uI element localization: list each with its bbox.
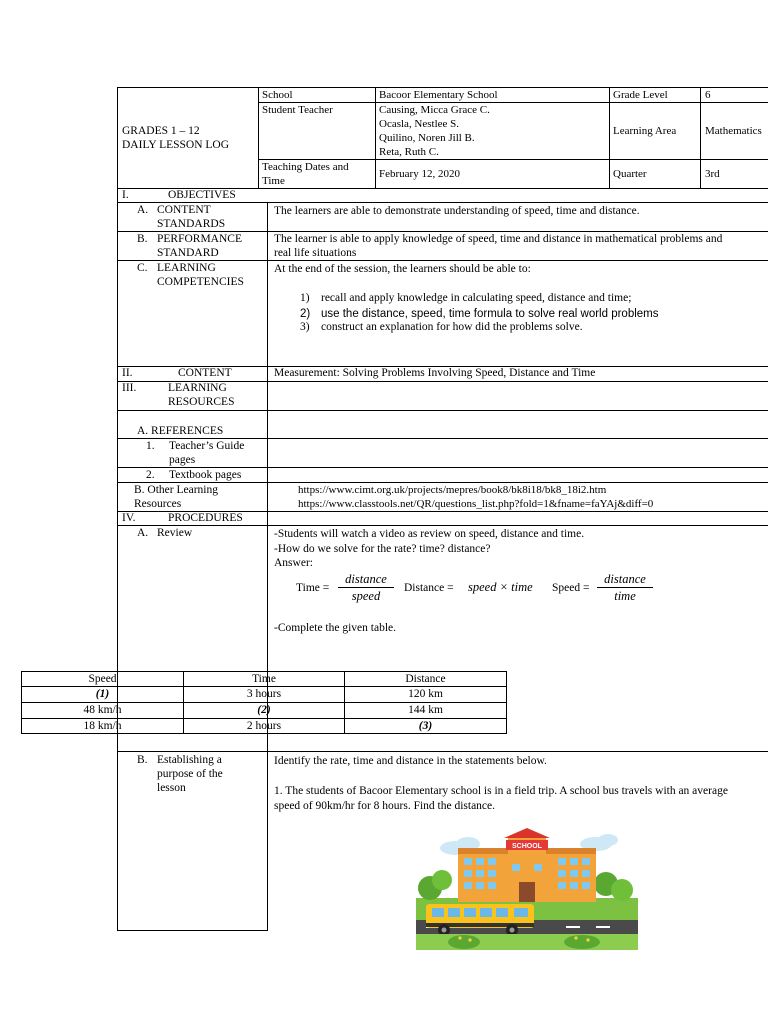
content-standards-label: CONTENT: [157, 204, 211, 216]
grid-line: [117, 525, 768, 526]
section-number: III.: [122, 382, 137, 394]
section-title-objectives: OBJECTIVES: [168, 189, 236, 201]
table-cell: 18 km/h: [83, 720, 122, 732]
quarter-label: Quarter: [613, 168, 647, 180]
purpose-label: Establishing a: [157, 754, 222, 766]
section-title-resources-2: RESOURCES: [168, 396, 235, 408]
student-teacher-name: Reta, Ruth C.: [379, 146, 439, 158]
grade-value: 6: [705, 89, 711, 101]
table-cell-blank-3: (3): [418, 720, 433, 732]
grid-line: [117, 410, 768, 411]
review-line: -Students will watch a video as review on speed, distance and time.: [274, 528, 585, 540]
resource-link[interactable]: https://www.classtools.net/QR/questions_list.php?fold=1&fname=faYAj&diff=0: [298, 498, 654, 510]
content-standards-text: The learners are able to demonstrate understanding of speed, time and distance.: [274, 205, 640, 217]
student-teacher-label: Student Teacher: [262, 104, 333, 116]
section-title-procedures: PROCEDURES: [168, 512, 243, 524]
item-letter: B.: [137, 233, 148, 245]
complete-table-instruction: -Complete the given table.: [274, 622, 396, 634]
performance-standard-text-2: real life situations: [274, 247, 357, 259]
formula-time-fraction: [338, 571, 394, 604]
performance-standard-text: The learner is able to apply knowledge of speed, time and distance in mathematical problems and: [274, 233, 723, 245]
fraction-denominator: time: [614, 589, 636, 603]
competency-item: use the distance, speed, time formula to solve real world problems: [321, 308, 659, 320]
competencies-intro: At the end of the session, the learners should be able to:: [274, 263, 531, 275]
fraction-numerator: distance: [338, 571, 394, 588]
review-line: -How do we solve for the rate? time? distance?: [274, 543, 491, 555]
word-problem: 1. The students of Bacoor Elementary school is in a field trip. A school bus travels with an average: [274, 785, 728, 797]
school-bus-illustration: [416, 826, 638, 950]
student-teacher-name: Quilino, Noren Jill B.: [379, 132, 475, 144]
student-teacher-name: Ocasla, Nestlee S.: [379, 118, 460, 130]
teaching-dates-value: February 12, 2020: [379, 168, 460, 180]
grid-line: [117, 751, 768, 752]
learning-area-value: Mathematics: [705, 125, 762, 137]
item-number: 1.: [146, 440, 155, 452]
word-problem-2: speed of 90km/hr for 8 hours. Find the distance.: [274, 800, 496, 812]
purpose-label-3: lesson: [157, 782, 186, 794]
grade-label: Grade Level: [613, 89, 668, 101]
other-resources-label: B. Other Learning: [134, 484, 218, 496]
learning-competencies-label-2: COMPETENCIES: [157, 276, 244, 288]
teachers-guide-label-2: pages: [169, 454, 196, 466]
grid-line: [117, 202, 768, 203]
grid-line: [117, 930, 268, 931]
table-header-time: Time: [252, 673, 276, 685]
formula-speed-fraction: [597, 571, 653, 604]
section-title-resources: LEARNING: [168, 382, 227, 394]
textbook-pages-label: Textbook pages: [169, 469, 242, 481]
content-topic: Measurement: Solving Problems Involving Speed, Distance and Time: [274, 367, 596, 379]
review-label: Review: [157, 527, 193, 539]
teaching-dates-label: Teaching Dates and: [262, 161, 349, 173]
fraction-numerator: distance: [597, 571, 653, 588]
school-value: Bacoor Elementary School: [379, 89, 498, 101]
student-teacher-name: Causing, Micca Grace C.: [379, 104, 490, 116]
grid-line: [258, 102, 768, 103]
table-cell: 144 km: [408, 704, 443, 716]
resource-link[interactable]: https://www.cimt.org.uk/projects/mepres/book8/bk8i18/bk8_18i2.htm: [298, 484, 607, 496]
purpose-label-2: purpose of the: [157, 768, 223, 780]
section-title-content: CONTENT: [178, 367, 232, 379]
table-cell: 120 km: [408, 688, 443, 700]
formula-speed-label: Speed =: [552, 582, 590, 594]
item-letter: A.: [137, 204, 149, 216]
table-line: [506, 671, 507, 733]
grid-line: [267, 202, 268, 931]
section-number: I.: [122, 189, 129, 201]
competency-number: 1): [300, 292, 310, 304]
item-number: 2.: [146, 469, 155, 481]
table-header-distance: Distance: [405, 673, 446, 685]
identify-instruction: Identify the rate, time and distance in the statements below.: [274, 755, 547, 767]
item-letter: B.: [137, 754, 148, 766]
school-sign-text: SCHOOL: [512, 843, 542, 850]
school-label: School: [262, 89, 293, 101]
learning-competencies-label: LEARNING: [157, 262, 216, 274]
table-cell-blank-1: (1): [95, 688, 110, 700]
formula-distance-expression: speed × time: [468, 580, 533, 594]
competency-number: 2): [300, 308, 311, 320]
quarter-value: 3rd: [705, 168, 720, 180]
table-cell: 48 km/h: [83, 704, 122, 716]
other-resources-label-2: Resources: [134, 498, 182, 510]
review-line: Answer:: [274, 557, 313, 569]
formula-distance-label: Distance =: [404, 582, 454, 594]
teaching-dates-label-2: Time: [262, 175, 285, 187]
fraction-denominator: speed: [351, 589, 381, 603]
table-cell: 2 hours: [246, 720, 282, 732]
performance-standard-label-2: STANDARD: [157, 247, 219, 259]
table-header-speed: Speed: [88, 673, 117, 685]
competency-number: 3): [300, 321, 310, 333]
performance-standard-label: PERFORMANCE: [157, 233, 242, 245]
references-label: A. REFERENCES: [137, 425, 224, 437]
competency-item: recall and apply knowledge in calculating speed, distance and time;: [321, 292, 632, 304]
log-title-line2: DAILY LESSON LOG: [122, 139, 230, 151]
formula-time-label: Time =: [296, 582, 330, 594]
teachers-guide-label: Teacher’s Guide: [169, 440, 245, 452]
competency-item: construct an explanation for how did the problems solve.: [321, 321, 583, 333]
item-letter: C.: [137, 262, 148, 274]
table-cell-blank-2: (2): [257, 704, 271, 716]
content-standards-label-2: STANDARDS: [157, 218, 226, 230]
table-cell: 3 hours: [246, 688, 282, 700]
section-number: II.: [122, 367, 133, 379]
log-title-line1: GRADES 1 – 12: [122, 125, 200, 137]
learning-area-label: Learning Area: [613, 125, 677, 137]
table-line: [21, 733, 507, 734]
grid-line: [117, 87, 118, 931]
section-number: IV.: [122, 512, 136, 524]
item-letter: A.: [137, 527, 149, 539]
